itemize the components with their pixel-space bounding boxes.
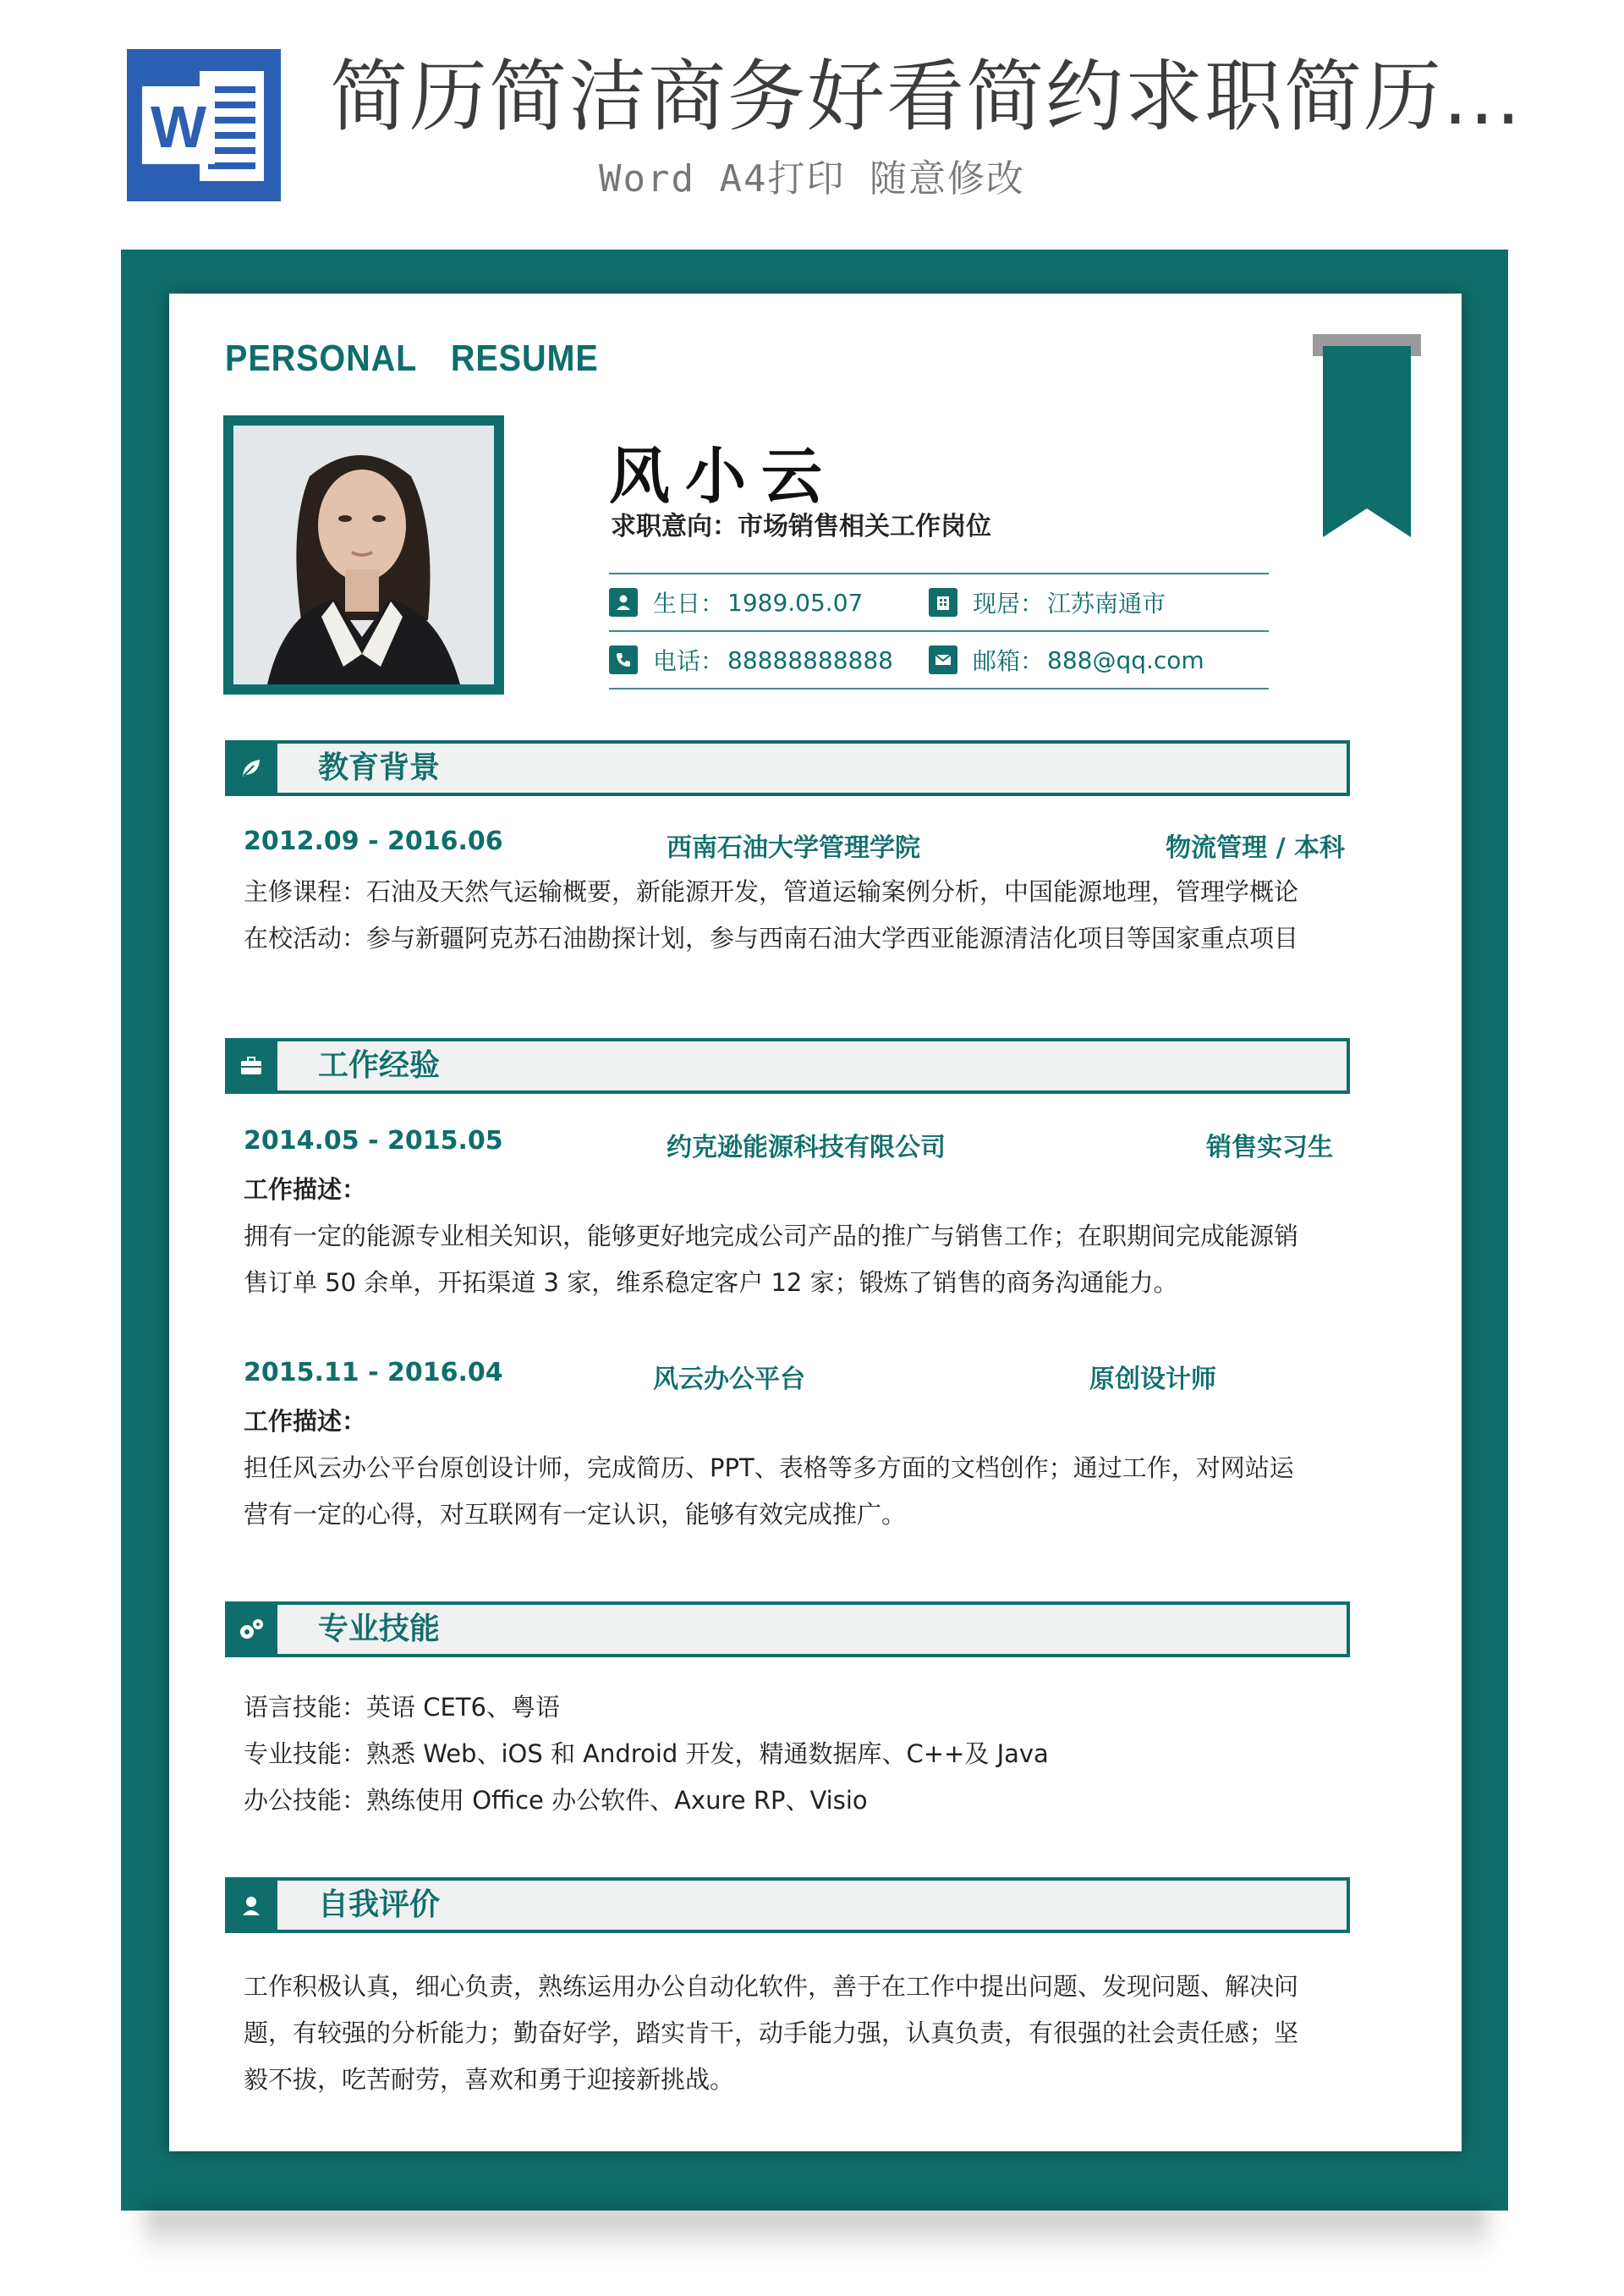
education-school: 西南石油大学管理学院 <box>667 833 920 863</box>
job-row <box>244 1126 1345 1168</box>
gears-icon <box>225 1601 277 1657</box>
header-word-resume: RESUME <box>450 338 599 379</box>
document-subtitle: Word A4打印 随意修改 <box>599 157 1025 200</box>
job-role: 原创设计师 <box>1089 1365 1216 1394</box>
page-shadow <box>144 2206 1489 2257</box>
phone-icon <box>609 645 638 674</box>
job-description <box>244 1167 1352 1306</box>
job-row <box>244 1358 1345 1400</box>
banner <box>0 0 1624 228</box>
job-period: 2015.11 - 2016.04 <box>244 1358 503 1387</box>
section-title: 自我评价 <box>318 1887 441 1922</box>
education-period: 2012.09 - 2016.06 <box>244 827 503 856</box>
section-work <box>225 1038 1350 1094</box>
job-desc-line: 营有一定的心得，对互联网有一定认识，能够有效完成推广。 <box>244 1500 907 1529</box>
contact-info <box>609 573 1269 689</box>
info-row <box>609 574 1269 630</box>
self-eval-line: 题，有较强的分析能力；勤奋好学，踏实肯干，动手能力强，认真负责，有很强的社会责任感；坚 <box>244 2019 1299 2047</box>
phone-label: 电话： <box>653 647 725 675</box>
job-description <box>244 1398 1352 1538</box>
self-eval-line: 工作积极认真，细心负责，熟练运用办公自动化软件，善于在工作中提出问题、发现问题、解决问 <box>244 1972 1299 2001</box>
candidate-name: 风小云 <box>609 441 838 512</box>
job-company: 风云办公平台 <box>653 1365 805 1394</box>
phone-item <box>609 632 893 688</box>
education-details <box>244 869 1352 962</box>
person-icon <box>609 588 638 617</box>
skill-line: 专业技能：熟悉 Web、iOS 和 Android 开发，精通数据库、C++及 Java <box>244 1739 1049 1768</box>
section-self-eval <box>225 1877 1350 1933</box>
education-row <box>244 827 1345 869</box>
skill-line: 语言技能：英语 CET6、粤语 <box>244 1693 560 1722</box>
leaf-icon <box>225 740 277 796</box>
job-desc-label: 工作描述： <box>244 1175 367 1204</box>
section-title: 工作经验 <box>318 1048 441 1083</box>
info-row <box>609 632 1269 688</box>
envelope-icon <box>929 645 957 674</box>
job-company: 约克逊能源科技有限公司 <box>667 1133 946 1162</box>
divider <box>609 688 1269 689</box>
birthday-label: 生日： <box>653 590 725 618</box>
email-item <box>929 632 1204 688</box>
resume-header <box>225 338 599 380</box>
email-value: 888@qq.com <box>1047 645 1204 674</box>
self-eval-line: 毅不拔，吃苦耐劳，喜欢和勇于迎接新挑战。 <box>244 2065 735 2094</box>
header-word-personal: PERSONAL <box>225 338 418 379</box>
job-desc-line: 拥有一定的能源专业相关知识，能够更好地完成公司产品的推广与销售工作；在职期间完成能源销 <box>244 1222 1299 1250</box>
location-item <box>929 574 1166 630</box>
section-title: 专业技能 <box>318 1612 441 1646</box>
svg-text:W: W <box>150 94 207 160</box>
education-activities: 在校活动：参与新疆阿克苏石油勘探计划，参与西南石油大学西亚能源清洁化项目等国家重点项目 <box>244 924 1299 953</box>
birthday-value: 1989.05.07 <box>727 588 864 617</box>
education-major: 物流管理 / 本科 <box>1166 833 1345 863</box>
email-label: 邮箱： <box>973 647 1045 675</box>
section-education <box>225 740 1350 796</box>
profile-photo <box>233 426 494 684</box>
job-intent: 求职意向：市场销售相关工作岗位 <box>611 512 991 541</box>
education-courses: 主修课程：石油及天然气运输概要，新能源开发，管道运输案例分析，中国能源地理，管理学概论 <box>244 877 1299 906</box>
section-skills <box>225 1601 1350 1657</box>
building-icon <box>929 588 957 617</box>
bookmark-ribbon-icon <box>1313 334 1421 537</box>
location-value: 江苏南通市 <box>1047 590 1166 618</box>
self-eval-text <box>244 1964 1352 2103</box>
resume-page <box>169 294 1462 2151</box>
job-period: 2014.05 - 2015.05 <box>244 1126 503 1156</box>
skill-line: 办公技能：熟练使用 Office 办公软件、Axure RP、Visio <box>244 1786 868 1815</box>
job-desc-label: 工作描述： <box>244 1407 367 1436</box>
job-desc-line: 售订单 50 余单，开拓渠道 3 家，维系稳定客户 12 家；锻炼了销售的商务沟通能力。 <box>244 1268 1178 1297</box>
section-title: 教育背景 <box>318 750 441 785</box>
photo-frame <box>223 415 504 695</box>
phone-value: 88888888888 <box>727 645 893 674</box>
user-icon <box>225 1877 277 1933</box>
skills-list <box>244 1684 1352 1824</box>
briefcase-icon <box>225 1038 277 1094</box>
job-desc-line: 担任风云办公平台原创设计师，完成简历、PPT、表格等多方面的文档创作；通过工作，对网站运 <box>244 1453 1294 1482</box>
birthday-item <box>609 574 863 630</box>
document-title: 简历简洁商务好看简约求职简历... <box>330 52 1522 142</box>
job-role: 销售实习生 <box>1206 1133 1333 1162</box>
location-label: 现居： <box>973 590 1045 618</box>
